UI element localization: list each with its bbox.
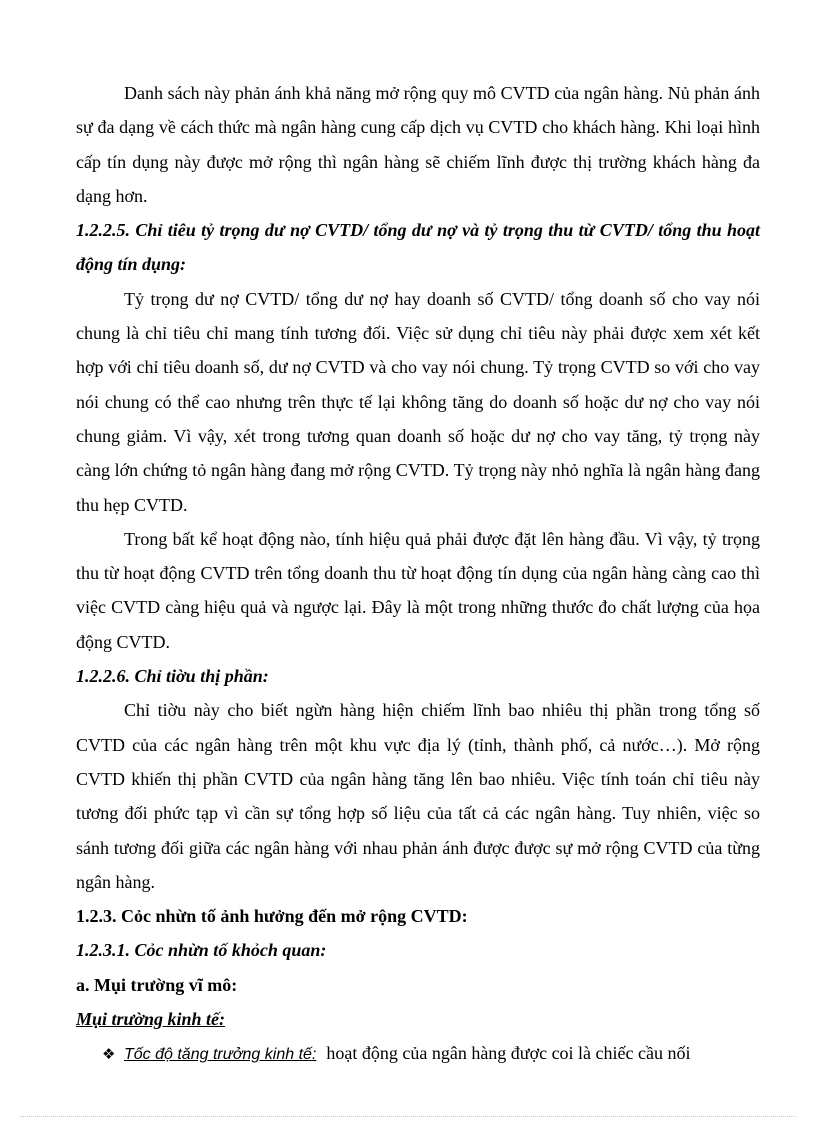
- paragraph-ratio-outstanding: Tỷ trọng dư nợ CVTD/ tổng dư nợ hay doanh số CVTD/ tổng doanh số cho vay nói chung là chỉ tiêu chỉ mang tính tương đối. Việc sử dụng chỉ tiêu này phải được xem xét kết hợp với chỉ tiêu doanh số, dư nợ CVTD và cho vay nói chung. Tỷ trọng CVTD so với cho vay nói chung có thể cao nhưng trên thực tế lại không tăng do doanh số hoặc dư nợ cho vay nói chung giảm. Vì vậy, xét trong tương quan doanh số hoặc dư nợ cho vay tăng, tỷ trọng này càng lớn chứng tỏ ngân hàng đang mở rộng CVTD. Tỷ trọng này nhỏ nghĩa là ngân hàng đang thu hẹp CVTD.: [76, 288, 760, 515]
- bullet-economic-growth: [76, 1036, 760, 1072]
- bullet-term: Tốc độ tăng trưởng kinh tế:: [124, 1046, 317, 1064]
- paragraph-ratio-income: Trong bất kể hoạt động nào, tính hiệu quả phải được đặt lên hàng đầu. Vì vậy, tỷ trọng thu từ hoạt động CVTD trên tổng doanh thu từ hoạt động tín dụng của ngân hàng càng cao thì việc CVTD càng hiệu quả và ngược lại. Đây là một trong những thước đo chất lượng của họa động CVTD.: [76, 528, 760, 652]
- bullet-text: hoạt động của ngân hàng được coi là chiếc cầu nối: [326, 1043, 691, 1064]
- heading-a-macro-environment: a. Mụi trường vĩ mô:: [76, 974, 238, 995]
- heading-1-2-2-6: 1.2.2.6. Chỉ tiờu thị phần:: [76, 666, 269, 687]
- heading-economic-environment: Mụi trường kinh tế:: [76, 1009, 225, 1030]
- heading-1-2-3-1: 1.2.3.1. Cỏc nhừn tố khỏch quan:: [76, 940, 327, 961]
- heading-1-2-3: 1.2.3. Cỏc nhừn tố ảnh hưởng đến mở rộng CVTD:: [76, 906, 468, 927]
- paragraph-market-share: Chỉ tiờu này cho biết ngừn hàng hiện chiếm lĩnh bao nhiêu thị phần trong tổng số CVTD của các ngân hàng trên một khu vực địa lý (tỉnh, thành phố, cả nước…). Mở rộng CVTD khiến thị phần CVTD của ngân hàng tăng lên bao nhiêu. Việc tính toán chỉ tiêu này tương đối phức tạp vì cần sự tổng hợp số liệu của tất cả các ngân hàng. Tuy nhiên, việc so sánh tương đối giữa các ngân hàng với nhau phản ánh được được sự mở rộng CVTD của từng ngân hàng.: [76, 700, 760, 892]
- paragraph-loan-forms-diversity: Danh sách này phản ánh khả năng mở rộng quy mô CVTD của ngân hàng. Nủ phản ánh sự đa dạng về cách thức mà ngân hàng cung cấp dịch vụ CVTD cho khách hàng. Khi loại hình cấp tín dụng này được mở rộng thì ngân hàng sẽ chiếm lĩnh được thị trường khách hàng đa dạng hơn.: [76, 83, 760, 206]
- page-bottom-divider: [20, 1116, 796, 1117]
- heading-1-2-2-5: 1.2.2.5. Chỉ tiêu tỷ trọng dư nợ CVTD/ tổng dư nợ và tỷ trọng thu từ CVTD/ tổng thu hoạt động tín dụng:: [76, 220, 760, 275]
- diamond-bullet-icon: ❖: [102, 1045, 116, 1064]
- document-body: [76, 76, 760, 1073]
